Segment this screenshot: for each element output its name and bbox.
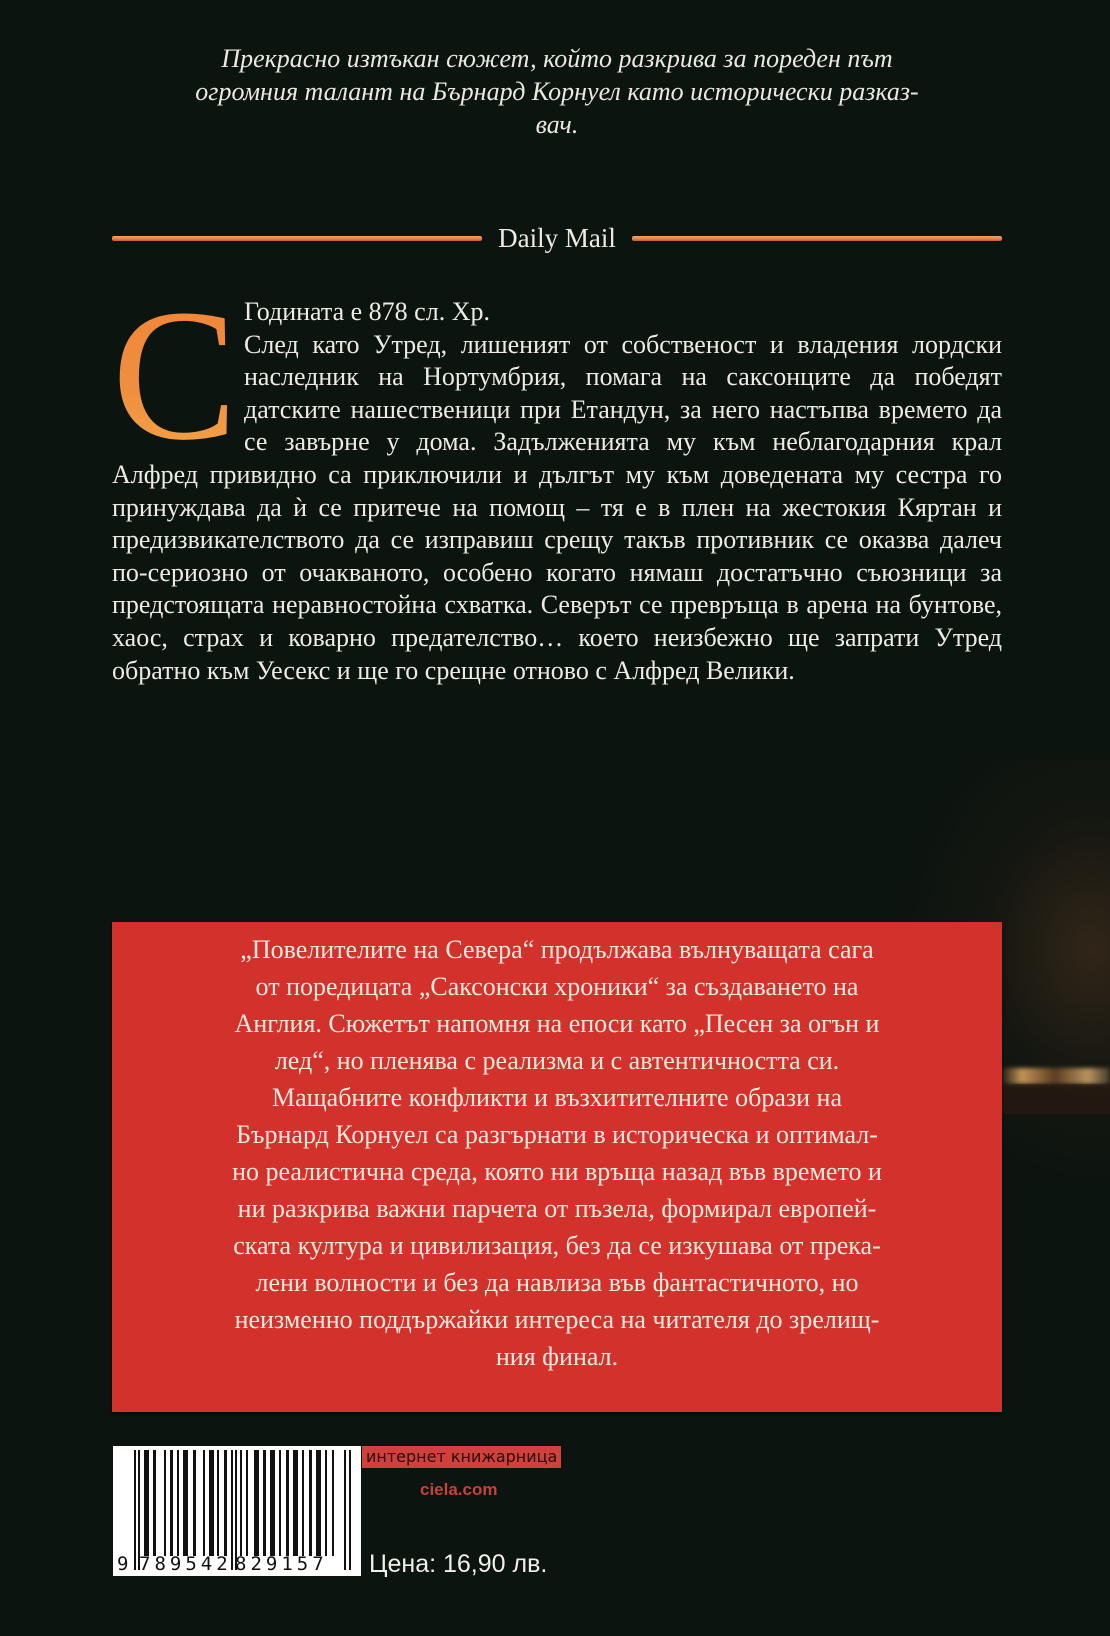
review-line: лени волности и без да навлиза във фантастичното, но — [255, 1268, 859, 1297]
drop-cap-letter: С — [112, 270, 238, 479]
review-line: но реалистична среда, която ни връща назад във времето и — [232, 1157, 882, 1186]
isbn-right-group: 829157 — [235, 1553, 328, 1575]
quote-line: Прекрасно изтъкан сюжет, който разкрива за пореден път — [221, 44, 893, 73]
isbn-lead-digit: 9 — [117, 1553, 129, 1575]
review-box-text — [138, 931, 976, 1375]
quote-line: вач. — [535, 110, 579, 139]
store-url-link[interactable]: ciela.com — [420, 1480, 498, 1499]
isbn-left-group: 789542 — [139, 1553, 232, 1575]
background-ground — [1000, 1084, 1110, 1114]
review-line: Мащабните конфликти и възхитителните образи на — [271, 1083, 843, 1112]
price-label: Цена: 16,90 лв. — [369, 1550, 548, 1578]
quote-line: огромния талант на Бърнард Корнуел като исторически разказ- — [195, 77, 919, 106]
orange-rule-left — [112, 236, 482, 241]
review-line: Англия. Сюжетът напомня на епоси като „Песен за огън и — [234, 1009, 880, 1038]
review-line: ската култура и цивилизация, без да се изкушава от прека- — [233, 1231, 881, 1260]
quote-attribution — [112, 220, 1002, 256]
synopsis-year-line: Годината е 878 сл. Хр. — [244, 297, 490, 326]
online-bookstore-badge: интернет книжарница — [362, 1446, 561, 1468]
synopsis — [112, 270, 1002, 687]
review-quote — [112, 42, 1002, 141]
quote-source-name: Daily Mail — [498, 222, 616, 253]
synopsis-text: След като Утред, лишеният от собственост и владения лордски наследник на Нортумбрия, помага на саксонците да победят датските нашественици при Етандун, за него настъпва времето да се завърне у дома. Задълженията му към неблагодарния крал Алфред привидно са приключили и дългът му към доведената му сестра го принуждава да ѝ се притече на помощ – тя е в плен на жестокия Кяртан и предизвикателството да се изправиш срещу такъв противник се оказва далеч по-сериозно от очакваното, особено когато нямаш достатъчно съюзници за предстоящата неравностойна схватка. Северът се превръща в арена на бунтове, хаос, страх и коварно предателство… което неизбежно ще запрати Утред обратно към Уесекс и ще го срещне отново с Алфред Велики. — [112, 329, 1002, 685]
review-line: неизменно поддържайки интереса на читателя до зрелищ- — [234, 1305, 880, 1334]
review-line: лед“, но пленява с реализма и с автентичността си. — [274, 1046, 840, 1075]
review-line: „Повелителите на Севера“ продължава вълнуващата сага — [240, 935, 874, 964]
review-line: от поредицата „Саксонски хроники“ за създаването на — [255, 972, 859, 1001]
review-box — [112, 922, 1002, 1412]
background-fire-glow — [1000, 1068, 1110, 1084]
review-line: ни разкрива важни парчета от пъзела, формирал европей- — [237, 1194, 877, 1223]
review-line: ния финал. — [495, 1342, 619, 1371]
orange-rule-right — [632, 236, 1002, 241]
review-line: Бърнард Корнуел са разгърнати в историческа и оптимал- — [236, 1120, 878, 1149]
isbn-number — [117, 1553, 347, 1575]
isbn-barcode — [113, 1446, 361, 1576]
